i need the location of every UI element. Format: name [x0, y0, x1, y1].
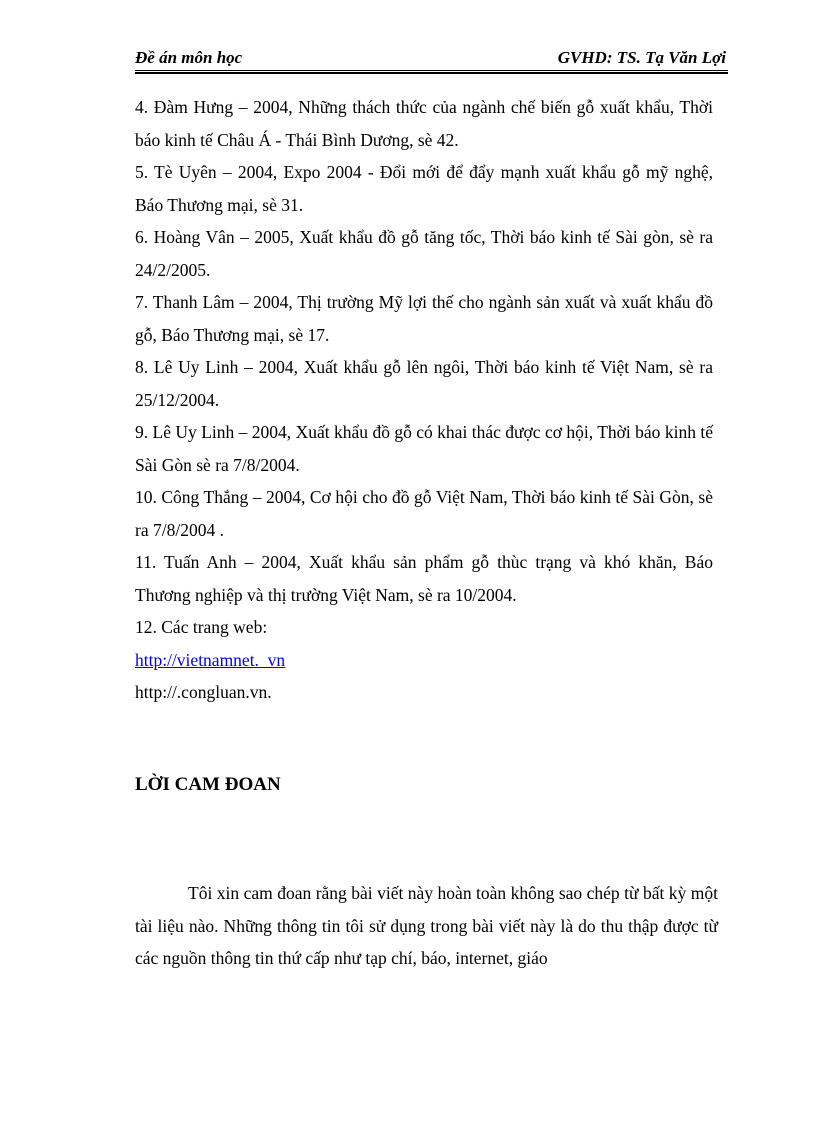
reference-item: 6. Hoàng Vân – 2005, Xuất khẩu đồ gỗ tăng tốc, Thời báo kinh tế Sài gòn, sè ra 24/2/2005. — [135, 227, 713, 280]
supervisor-name: GVHD: TS. Tạ Văn Lợi — [557, 48, 726, 67]
section-title: LỜI CAM ĐOAN — [135, 774, 281, 795]
reference-item: 12. Các trang web: — [135, 617, 268, 637]
reference-item: 5. Tè Uyên – 2004, Expo 2004 - Đổi mới để đẩy mạnh xuất khẩu gỗ mỹ nghệ, Báo Thương mại, sè 31. — [135, 162, 713, 215]
reference-website-item — [135, 644, 713, 677]
header-divider — [135, 70, 728, 74]
reference-website-item — [135, 676, 713, 709]
reference-item: 10. Công Thắng – 2004, Cơ hội cho đồ gỗ Việt Nam, Thời báo kinh tế Sài Gòn, sè ra 7/8/2004 . — [135, 487, 713, 540]
reference-item: 8. Lê Uy Linh – 2004, Xuất khẩu gỗ lên ngôi, Thời báo kinh tế Việt Nam, sè ra 25/12/2004. — [135, 357, 713, 410]
reference-item: 4. Đàm Hưng – 2004, Những thách thức của ngành chế biến gỗ xuất khẩu, Thời báo kinh tế Châu Á - Thái Bình Dương, sè 42. — [135, 97, 713, 150]
reference-list — [135, 91, 713, 709]
reference-item: 7. Thanh Lâm – 2004, Thị trường Mỹ lợi thế cho ngành sản xuất và xuất khẩu đồ gỗ, Báo Thương mại, sè 17. — [135, 292, 713, 345]
vietnamnet-link[interactable]: http://vietnamnet. vn — [135, 649, 286, 670]
commitment-paragraph: Tôi xin cam đoan rằng bài viết này hoàn toàn không sao chép từ bất kỳ một tài liệu nào. Những thông tin tôi sử dụng trong bài viết này là do thu thập được từ các nguồn thông tin thứ cấp như tạp chí, báo, internet, giáo — [135, 883, 718, 968]
page-header — [135, 48, 728, 72]
congluan-url: http://.congluan.vn. — [135, 682, 272, 702]
reference-item: 11. Tuấn Anh – 2004, Xuất khẩu sản phẩm gỗ thùc trạng và khó khăn, Báo Thương nghiệp và thị trường Việt Nam, sè ra 10/2004. — [135, 552, 713, 605]
course-title: Đề án môn học — [135, 48, 243, 67]
reference-item: 9. Lê Uy Linh – 2004, Xuất khẩu đồ gỗ có khai thác được cơ hội, Thời báo kinh tế Sài Gòn sè ra 7/8/2004. — [135, 422, 713, 475]
